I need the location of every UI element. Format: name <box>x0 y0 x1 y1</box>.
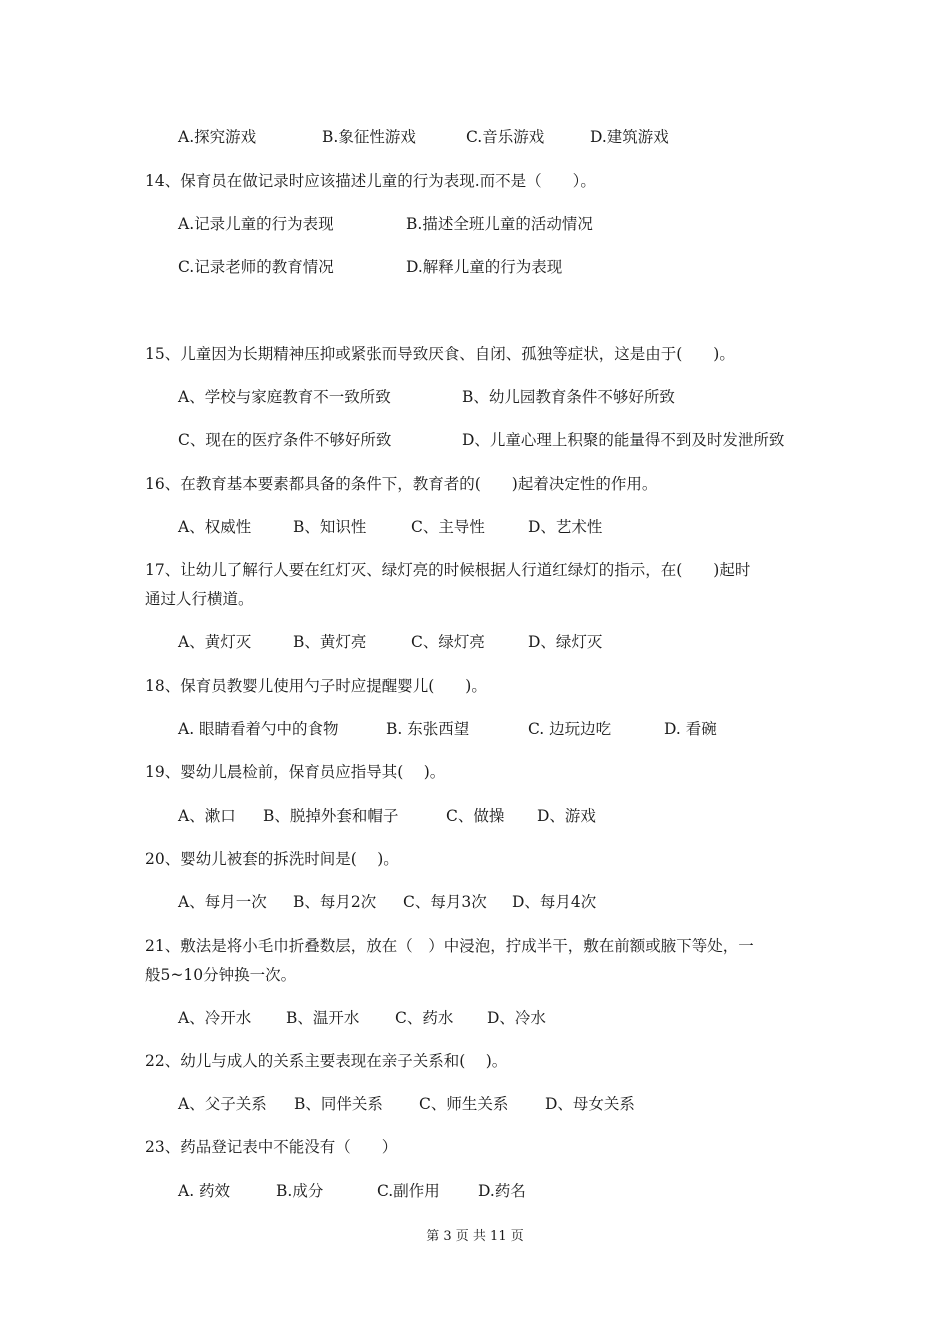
q23-option-b: B.成分 <box>276 1182 324 1200</box>
q15-option-c: C、现在的医疗条件不够好所致 <box>178 431 392 449</box>
q21-option-c: C、药水 <box>395 1009 454 1027</box>
q18-stem: 18、保育员教婴儿使用勺子时应提醒婴儿( )。 <box>145 677 487 695</box>
q13-option-d: D.建筑游戏 <box>590 128 669 146</box>
q20-option-b: B、每月2次 <box>293 893 377 911</box>
q14-stem: 14、保育员在做记录时应该描述儿童的行为表现.而不是（ ）。 <box>145 172 596 190</box>
q14-option-c: C.记录老师的教育情况 <box>178 258 334 276</box>
q20-stem: 20、婴幼儿被套的拆洗时间是( )。 <box>145 850 399 868</box>
q19-option-c: C、做操 <box>446 807 505 825</box>
q14-option-b: B.描述全班儿童的活动情况 <box>406 215 593 233</box>
q23-option-a: A. 药效 <box>178 1182 231 1200</box>
q23-stem: 23、药品登记表中不能没有（ ） <box>145 1138 398 1156</box>
q20-option-c: C、每月3次 <box>403 893 487 911</box>
q21-stem-line2: 般5~10分钟换一次。 <box>145 966 297 984</box>
q22-option-a: A、父子关系 <box>178 1095 267 1113</box>
q18-option-c: C. 边玩边吃 <box>528 720 612 738</box>
q19-option-d: D、游戏 <box>537 807 596 825</box>
q19-option-b: B、脱掉外套和帽子 <box>263 807 399 825</box>
q16-option-d: D、艺术性 <box>528 518 603 536</box>
q19-option-a: A、漱口 <box>178 807 236 825</box>
q15-option-b: B、幼儿园教育条件不够好所致 <box>462 388 675 406</box>
q17-option-a: A、黄灯灭 <box>178 633 252 651</box>
q13-option-a: A.探究游戏 <box>178 128 257 146</box>
q14-option-d: D.解释儿童的行为表现 <box>406 258 563 276</box>
q15-option-d: D、儿童心理上积聚的能量得不到及时发泄所致 <box>462 431 785 449</box>
q23-option-c: C.副作用 <box>377 1182 440 1200</box>
q16-option-a: A、权威性 <box>178 518 252 536</box>
q15-option-a: A、学校与家庭教育不一致所致 <box>178 388 391 406</box>
q21-option-a: A、冷开水 <box>178 1009 252 1027</box>
q22-stem: 22、幼儿与成人的关系主要表现在亲子关系和( )。 <box>145 1052 508 1070</box>
page-number-footer: 第 3 页 共 11 页 <box>426 1229 524 1244</box>
q20-option-d: D、每月4次 <box>512 893 597 911</box>
q19-stem: 19、婴幼儿晨检前，保育员应指导其( )。 <box>145 763 446 781</box>
q15-stem: 15、儿童因为长期精神压抑或紧张而导致厌食、自闭、孤独等症状，这是由于( )。 <box>145 345 735 363</box>
q16-option-c: C、主导性 <box>411 518 485 536</box>
q16-option-b: B、知识性 <box>293 518 367 536</box>
q17-option-d: D、绿灯灭 <box>528 633 603 651</box>
q22-option-b: B、同伴关系 <box>294 1095 383 1113</box>
q13-option-c: C.音乐游戏 <box>466 128 545 146</box>
q21-option-b: B、温开水 <box>286 1009 360 1027</box>
q21-stem-line1: 21、敷法是将小毛巾折叠数层，放在（ ）中浸泡，拧成半干，敷在前额或腋下等处，一 <box>145 937 754 955</box>
q17-stem-line1: 17、让幼儿了解行人要在红灯灭、绿灯亮的时候根据人行道红绿灯的指示，在( )起时 <box>145 561 751 579</box>
q18-option-b: B. 东张西望 <box>386 720 470 738</box>
q14-option-a: A.记录儿童的行为表现 <box>178 215 334 233</box>
q18-option-d: D. 看碗 <box>664 720 717 738</box>
q22-option-c: C、师生关系 <box>419 1095 509 1113</box>
q20-option-a: A、每月一次 <box>178 893 267 911</box>
q17-option-c: C、绿灯亮 <box>411 633 485 651</box>
q18-option-a: A. 眼睛看着勺中的食物 <box>178 720 339 738</box>
q17-stem-line2: 通过人行横道。 <box>145 590 254 608</box>
q16-stem: 16、在教育基本要素都具备的条件下，教育者的( )起着决定性的作用。 <box>145 475 658 493</box>
q13-option-b: B.象征性游戏 <box>322 128 416 146</box>
q21-option-d: D、冷水 <box>487 1009 546 1027</box>
q22-option-d: D、母女关系 <box>545 1095 635 1113</box>
q17-option-b: B、黄灯亮 <box>293 633 367 651</box>
q23-option-d: D.药名 <box>478 1182 526 1200</box>
